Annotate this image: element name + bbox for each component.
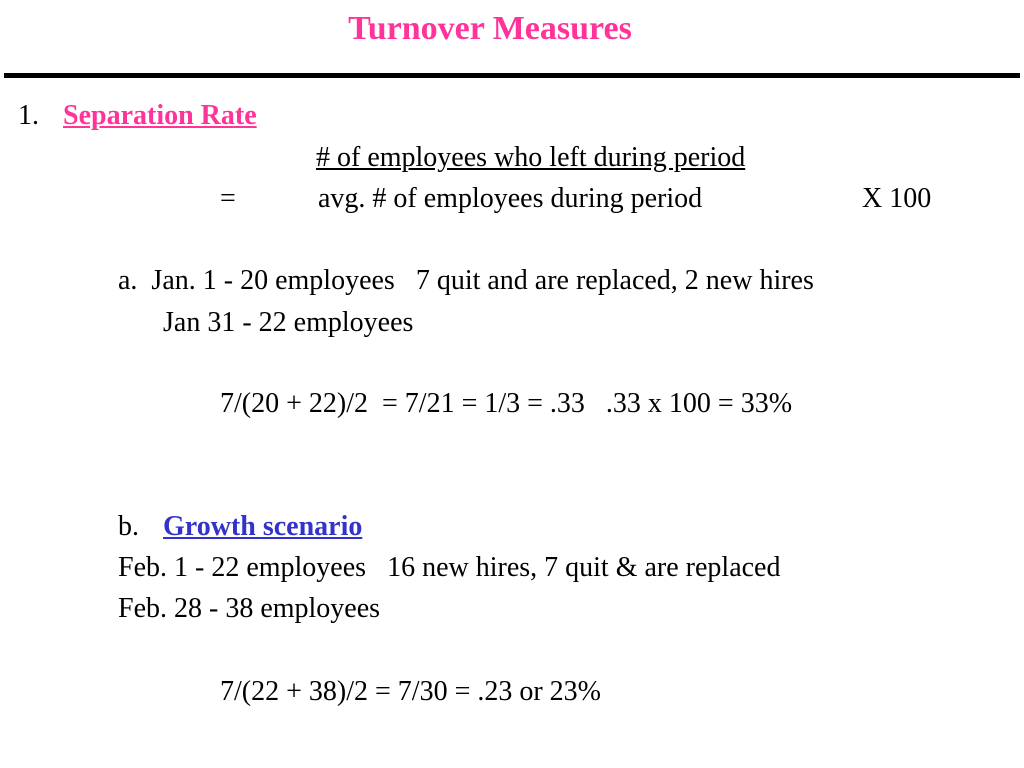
formula-numerator: # of employees who left during period <box>316 142 746 173</box>
example-b-label: b. <box>118 511 139 542</box>
example-b-heading-row <box>118 511 362 543</box>
section-number: 1. <box>18 100 39 131</box>
growth-scenario-link[interactable]: Growth scenario <box>163 511 363 542</box>
section-1-heading-row <box>18 100 257 132</box>
example-b-line-1: Feb. 1 - 22 employees 16 new hires, 7 quit & are replaced <box>118 552 781 583</box>
title-divider <box>4 73 1020 78</box>
example-a-line-1: a. Jan. 1 - 20 employees 7 quit and are replaced, 2 new hires <box>118 265 814 296</box>
example-a-calculation: 7/(20 + 22)/2 = 7/21 = 1/3 = .33 .33 x 100 = 33% <box>220 388 793 419</box>
example-a-line-2: Jan 31 - 22 employees <box>163 307 414 338</box>
example-b-calculation: 7/(22 + 38)/2 = 7/30 = .23 or 23% <box>220 676 602 707</box>
formula-multiplier: X 100 <box>862 183 932 214</box>
separation-rate-link[interactable]: Separation Rate <box>63 100 257 131</box>
formula-denominator: avg. # of employees during period <box>318 183 703 214</box>
example-b-line-2: Feb. 28 - 38 employees <box>118 593 381 624</box>
formula-equals: = <box>220 183 236 214</box>
slide-title: Turnover Measures <box>348 10 632 47</box>
